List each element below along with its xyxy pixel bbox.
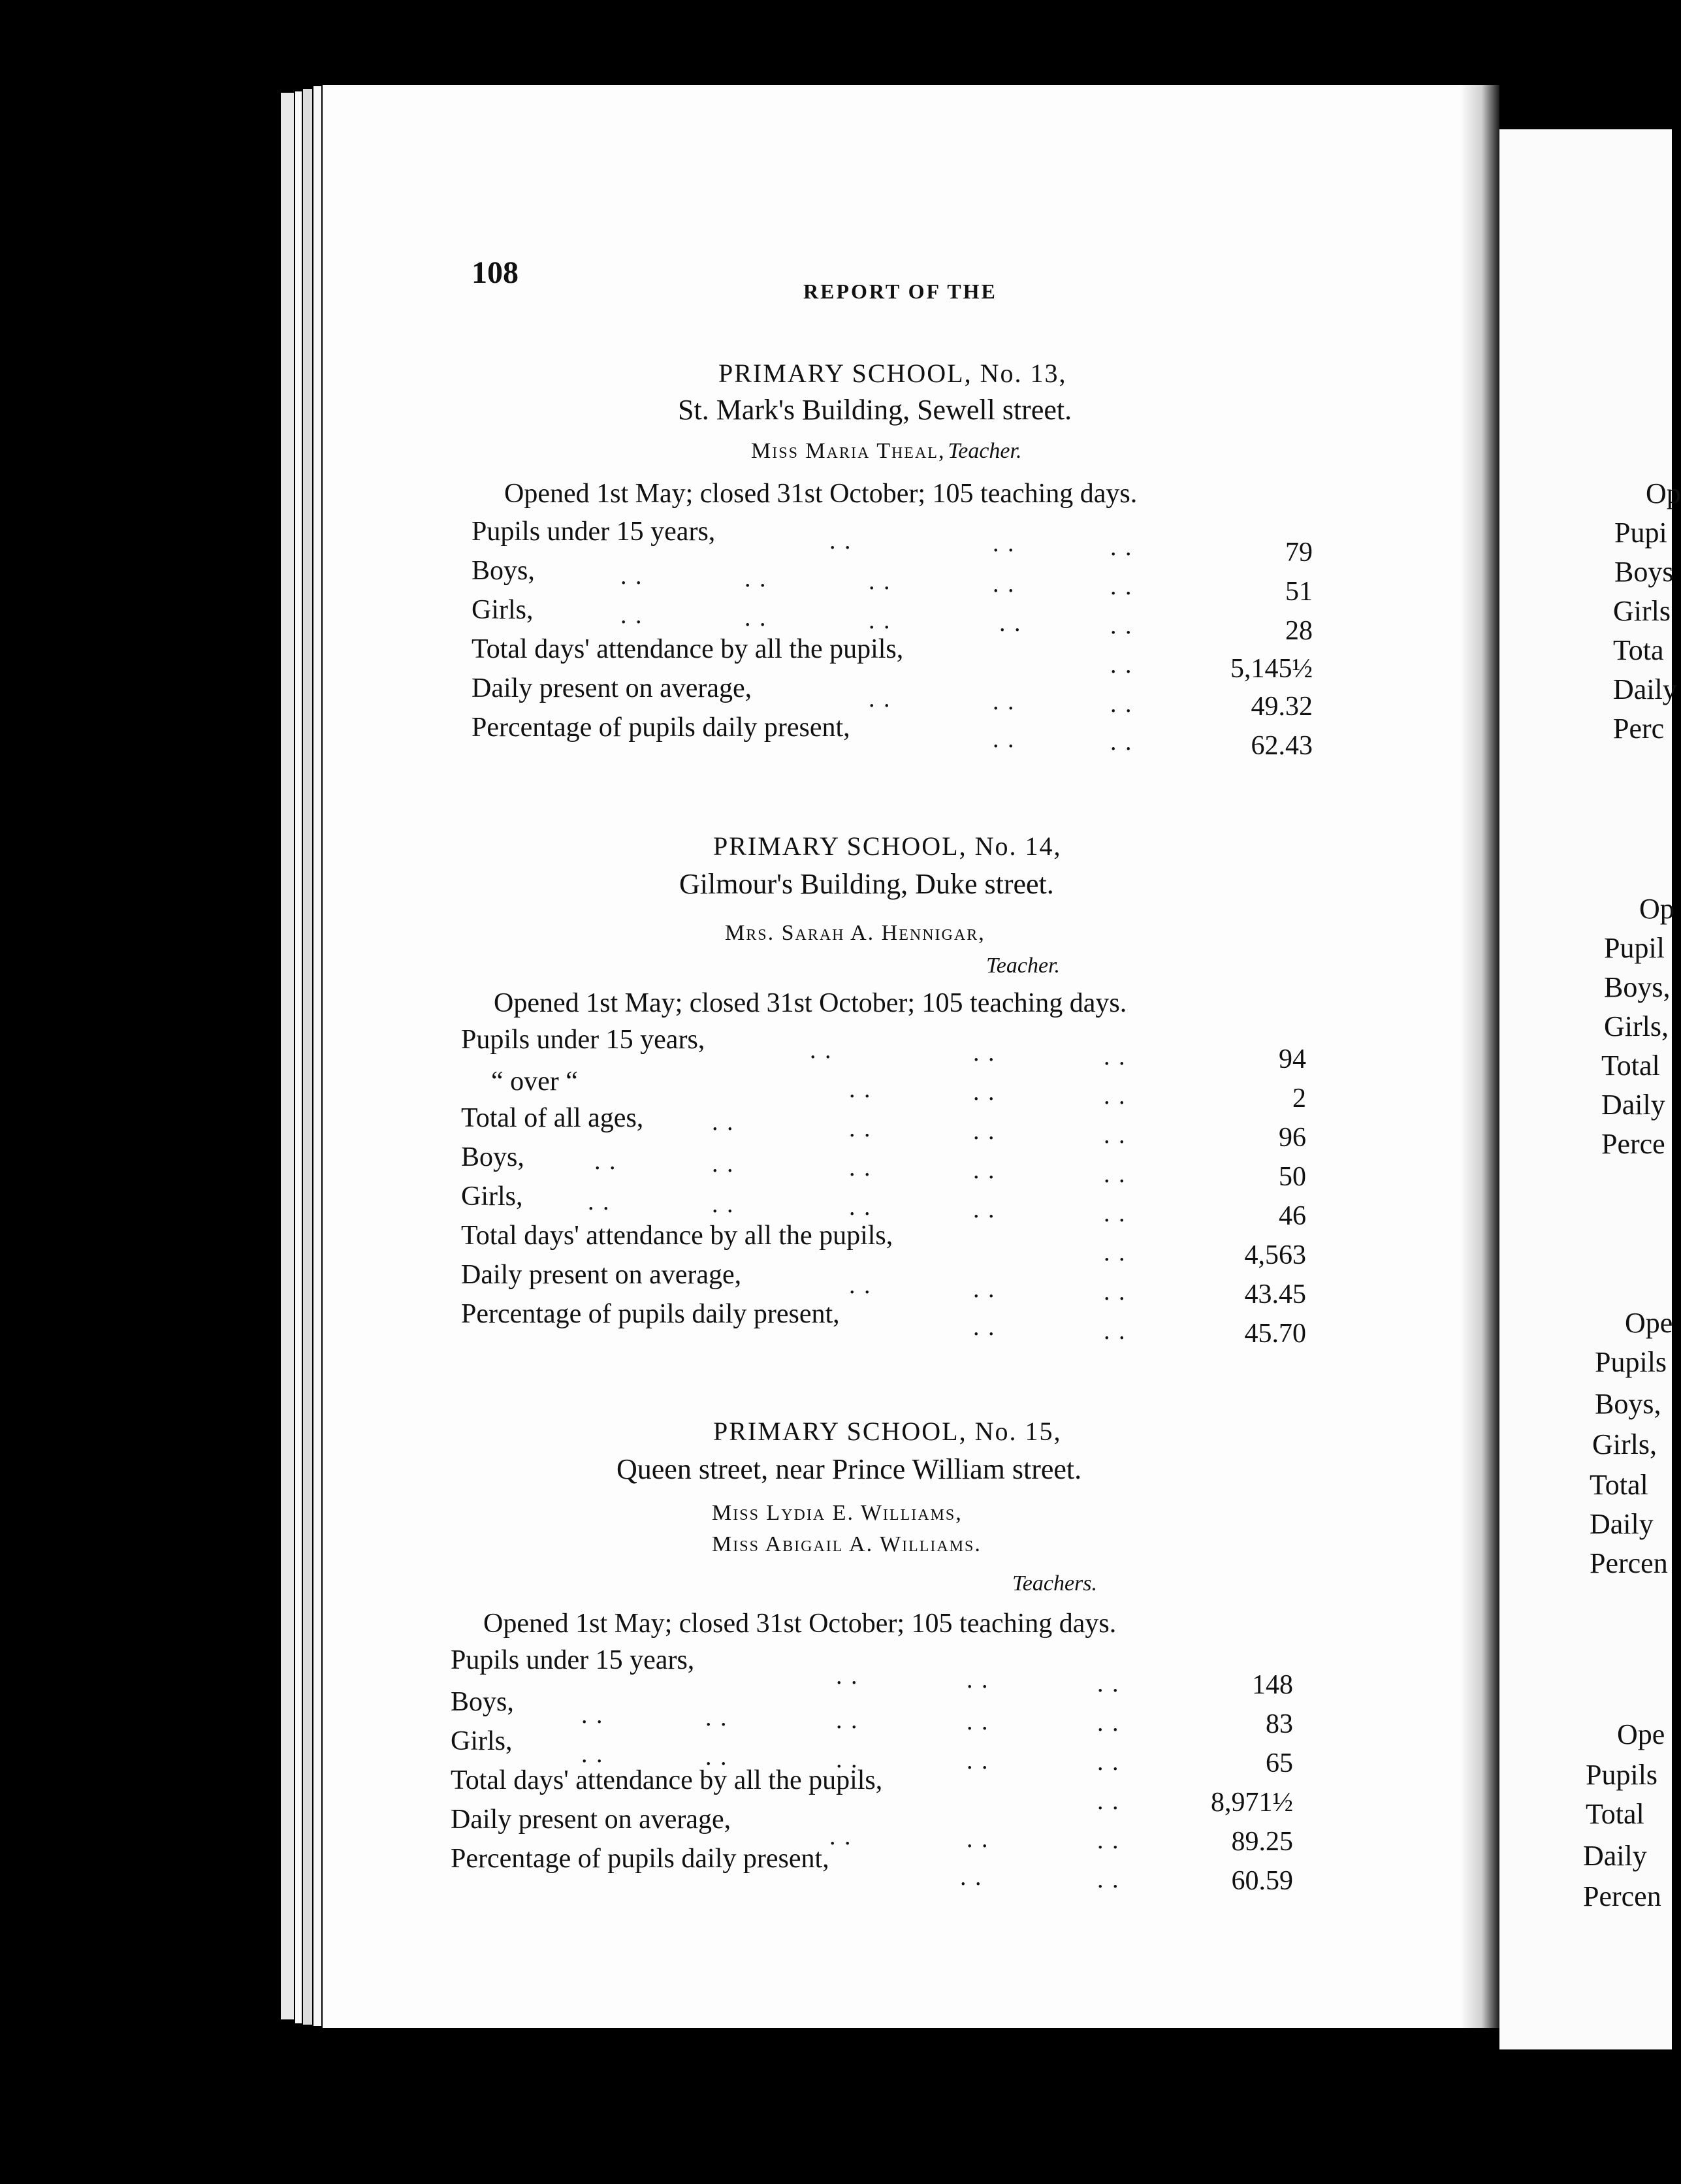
teacher-name: Miss Lydia E. Williams, xyxy=(712,1501,963,1525)
facing-line: Boys xyxy=(1614,556,1674,588)
row-value: 49.32 xyxy=(1251,692,1313,722)
leader-dots: . . xyxy=(620,602,643,629)
row-label: Total of all ages, xyxy=(461,1103,644,1133)
facing-line: Girls, xyxy=(1592,1428,1657,1460)
teacher-name: Miss Abigail A. Williams. xyxy=(712,1532,982,1556)
leader-dots: . . xyxy=(993,530,1016,557)
row-label: Percentage of pupils daily present, xyxy=(461,1299,840,1329)
row-value: 79 xyxy=(1285,538,1313,568)
page-edge xyxy=(281,93,294,2019)
leader-dots: . . xyxy=(973,1039,996,1067)
leader-dots: . . xyxy=(1097,1866,1120,1893)
facing-line: Op xyxy=(1646,477,1681,509)
leader-dots: . . xyxy=(1110,612,1133,639)
facing-line: Op xyxy=(1639,893,1674,925)
row-label: Total days' attendance by all the pupils, xyxy=(451,1765,883,1795)
page-edge xyxy=(313,86,321,2026)
row-value: 96 xyxy=(1279,1123,1306,1153)
row-value: 65 xyxy=(1266,1748,1293,1778)
leader-dots: . . xyxy=(849,1193,872,1221)
facing-line: Percen xyxy=(1583,1880,1661,1912)
page-number: 108 xyxy=(472,255,519,290)
school-location: Queen street, near Prince William street. xyxy=(616,1453,1082,1485)
row-label: Daily present on average, xyxy=(472,673,752,703)
leader-dots: . . xyxy=(993,570,1016,598)
row-value: 46 xyxy=(1279,1201,1306,1231)
row-value: 51 xyxy=(1285,577,1313,607)
school-heading: PRIMARY SCHOOL, No. 13, xyxy=(718,359,1067,388)
facing-line: Perc xyxy=(1613,713,1665,745)
row-value: 89.25 xyxy=(1231,1827,1293,1857)
leader-dots: . . xyxy=(1097,1748,1120,1776)
leader-dots: . . xyxy=(1097,1827,1120,1854)
leader-dots: . . xyxy=(829,1823,852,1850)
facing-line: Girls, xyxy=(1604,1010,1669,1042)
leader-dots: . . xyxy=(705,1704,728,1731)
facing-line: Daily xyxy=(1590,1508,1654,1540)
book-gutter xyxy=(1460,85,1499,2028)
row-value: 2 xyxy=(1292,1084,1306,1114)
leader-dots: . . xyxy=(973,1117,996,1145)
leader-dots: . . xyxy=(999,609,1022,637)
leader-dots: . . xyxy=(744,604,767,632)
row-label: Pupils under 15 years, xyxy=(451,1645,695,1675)
leader-dots: . . xyxy=(849,1115,872,1142)
facing-line: Daily xyxy=(1613,673,1677,705)
leader-dots: . . xyxy=(620,562,643,590)
row-label: Pupils under 15 years, xyxy=(461,1025,705,1055)
facing-line: Tota xyxy=(1613,634,1664,666)
leader-dots: . . xyxy=(712,1150,735,1178)
row-label: Percentage of pupils daily present, xyxy=(472,713,850,743)
facing-line: Boys, xyxy=(1604,971,1671,1003)
leader-dots: . . xyxy=(810,1036,833,1064)
facing-line: Pupi xyxy=(1614,517,1667,549)
leader-dots: . . xyxy=(1104,1200,1127,1227)
row-value: 5,145½ xyxy=(1230,654,1313,684)
leader-dots: . . xyxy=(836,1662,859,1690)
facing-line: Boys, xyxy=(1595,1388,1661,1420)
leader-dots: . . xyxy=(829,527,852,554)
row-label: Boys, xyxy=(472,556,535,586)
page-edge xyxy=(295,91,302,2023)
row-label: Girls, xyxy=(451,1726,513,1756)
row-label: Daily present on average, xyxy=(451,1805,731,1835)
row-value: 50 xyxy=(1279,1162,1306,1192)
leader-dots: . . xyxy=(1110,534,1133,561)
leader-dots: . . xyxy=(588,1188,611,1215)
leader-dots: . . xyxy=(1110,573,1133,600)
row-value: 28 xyxy=(1285,616,1313,646)
leader-dots: . . xyxy=(967,1825,989,1853)
leader-dots: . . xyxy=(849,1272,872,1299)
leader-dots: . . xyxy=(836,1707,859,1734)
leader-dots: . . xyxy=(1104,1278,1127,1306)
facing-line: Daily xyxy=(1583,1840,1647,1872)
leader-dots: . . xyxy=(967,1708,989,1735)
row-value: 83 xyxy=(1266,1709,1293,1739)
leader-dots: . . xyxy=(849,1076,872,1103)
row-label: Boys, xyxy=(461,1142,524,1172)
row-value: 43.45 xyxy=(1244,1279,1306,1309)
teacher-role: Teachers. xyxy=(1012,1571,1098,1596)
leader-dots: . . xyxy=(594,1148,617,1175)
leader-dots: . . xyxy=(993,688,1016,715)
facing-line: Ope xyxy=(1617,1718,1665,1750)
row-label: “ over “ xyxy=(491,1067,578,1097)
leader-dots: . . xyxy=(744,565,767,592)
facing-line: Pupils xyxy=(1595,1346,1667,1378)
leader-dots: . . xyxy=(581,1701,604,1729)
facing-line: Daily xyxy=(1601,1089,1665,1121)
leader-dots: . . xyxy=(1104,1082,1127,1110)
facing-line: Total xyxy=(1601,1050,1660,1082)
leader-dots: . . xyxy=(849,1154,872,1181)
leader-dots: . . xyxy=(993,726,1016,753)
facing-line: Pupil xyxy=(1604,932,1665,964)
leader-dots: . . xyxy=(836,1746,859,1773)
row-label: Girls, xyxy=(461,1181,523,1212)
row-label: Pupils under 15 years, xyxy=(472,517,716,547)
leader-dots: . . xyxy=(712,1191,735,1218)
leader-dots: . . xyxy=(973,1313,996,1341)
leader-dots: . . xyxy=(1110,728,1133,756)
opened-line: Opened 1st May; closed 31st October; 105 teaching days. xyxy=(504,479,1138,509)
leader-dots: . . xyxy=(1110,651,1133,679)
row-label: Daily present on average, xyxy=(461,1260,742,1290)
leader-dots: . . xyxy=(705,1743,728,1771)
leader-dots: . . xyxy=(973,1078,996,1106)
facing-line: Girls xyxy=(1613,595,1671,627)
row-value: 94 xyxy=(1279,1044,1306,1074)
facing-line: Total xyxy=(1586,1798,1644,1830)
page-edge xyxy=(303,89,312,2025)
row-value: 45.70 xyxy=(1244,1319,1306,1349)
leader-dots: . . xyxy=(1097,1709,1120,1737)
row-value: 4,563 xyxy=(1244,1240,1306,1270)
leader-dots: . . xyxy=(1104,1043,1127,1070)
school-heading: PRIMARY SCHOOL, No. 14, xyxy=(713,831,1062,861)
school-location: St. Mark's Building, Sewell street. xyxy=(678,394,1072,426)
leader-dots: . . xyxy=(967,1666,989,1694)
row-value: 8,971½ xyxy=(1211,1788,1293,1818)
row-label: Percentage of pupils daily present, xyxy=(451,1844,829,1874)
leader-dots: . . xyxy=(1104,1161,1127,1188)
running-head: REPORT OF THE xyxy=(803,280,997,303)
facing-line: Percen xyxy=(1590,1547,1668,1579)
leader-dots: . . xyxy=(1104,1239,1127,1266)
row-label: Girls, xyxy=(472,595,534,625)
leader-dots: . . xyxy=(581,1741,604,1768)
teacher-line xyxy=(751,439,1021,464)
row-label: Total days' attendance by all the pupils, xyxy=(472,634,904,664)
row-value: 148 xyxy=(1252,1670,1293,1700)
opened-line: Opened 1st May; closed 31st October; 105 teaching days. xyxy=(494,988,1127,1018)
facing-line: Ope xyxy=(1625,1307,1673,1339)
leader-dots: . . xyxy=(1097,1788,1120,1815)
leader-dots: . . xyxy=(973,1157,996,1184)
row-value: 62.43 xyxy=(1251,731,1313,761)
leader-dots: . . xyxy=(973,1196,996,1223)
leader-dots: . . xyxy=(1104,1317,1127,1345)
row-label: Boys, xyxy=(451,1687,514,1717)
leader-dots: . . xyxy=(960,1863,983,1891)
leader-dots: . . xyxy=(1097,1670,1120,1697)
leader-dots: . . xyxy=(973,1276,996,1303)
leader-dots: . . xyxy=(1104,1121,1127,1149)
leader-dots: . . xyxy=(967,1747,989,1774)
teacher-name: Miss Maria Theal, xyxy=(751,439,946,463)
leader-dots: . . xyxy=(869,685,891,713)
row-value: 60.59 xyxy=(1231,1866,1293,1896)
leader-dots: . . xyxy=(869,607,891,634)
leader-dots: . . xyxy=(712,1108,735,1136)
teacher-role: Teacher. xyxy=(986,954,1061,978)
leader-dots: . . xyxy=(1110,690,1133,718)
row-label: Total days' attendance by all the pupils, xyxy=(461,1221,893,1251)
school-heading: PRIMARY SCHOOL, No. 15, xyxy=(713,1417,1062,1446)
opened-line: Opened 1st May; closed 31st October; 105 teaching days. xyxy=(483,1609,1117,1639)
teacher-role: Teacher. xyxy=(948,439,1022,463)
facing-line: Perce xyxy=(1601,1128,1665,1160)
facing-line: Pupils xyxy=(1586,1759,1658,1791)
facing-line: Total xyxy=(1590,1469,1648,1501)
leader-dots: . . xyxy=(869,568,891,595)
school-location: Gilmour's Building, Duke street. xyxy=(679,868,1054,900)
teacher-name: Mrs. Sarah A. Hennigar, xyxy=(725,921,985,945)
